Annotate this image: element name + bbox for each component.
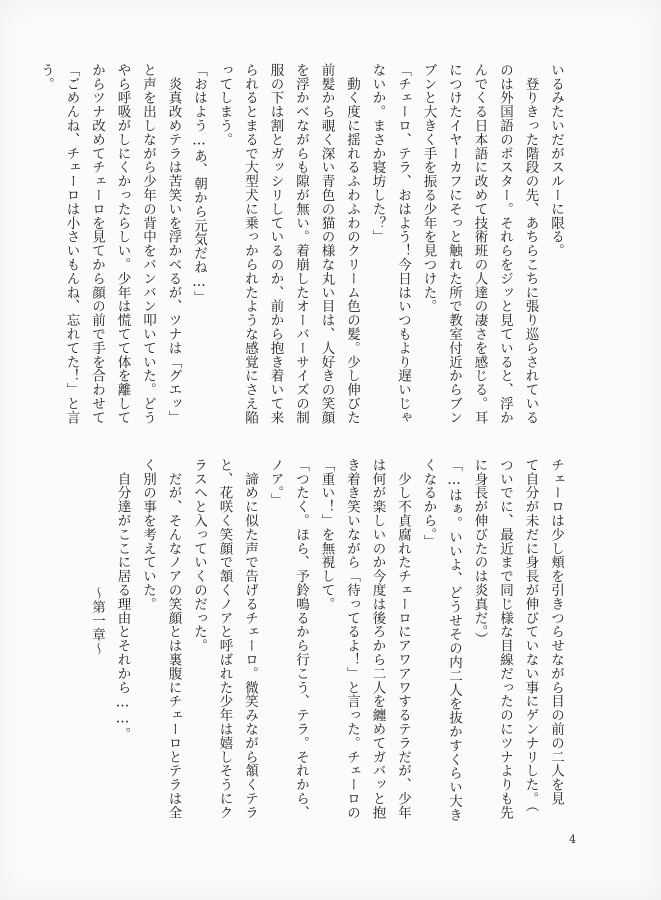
text-line: チェーロは少し頬を引きつらせながら目の前の二人を見 xyxy=(548,458,564,806)
text-line: 少し不貞腐れたチェーロにアワアワするテラだが、少年 xyxy=(395,458,411,820)
text-line: 「ごめんね、チェーロは小さいもんね、忘れてた！」と言 xyxy=(63,63,80,425)
upper-text-block xyxy=(38,63,568,435)
text-line: 炎真改めテラは苦笑いを浮かべるが、ツナは「グエッ」 xyxy=(165,63,182,425)
lower-text-block xyxy=(89,458,568,830)
text-line: く別の事を考えていた。 xyxy=(140,458,156,611)
text-line: ってしまう。 xyxy=(216,63,233,147)
text-line: 登りきった階段の先、あちらこちに張り巡らされている xyxy=(522,63,539,425)
text-line: 前髪から覗く深い青色の猫の様な丸い目は、人好きの笑顔 xyxy=(318,63,335,425)
text-line: ノア。」 xyxy=(267,458,284,507)
text-line: ついでに、最近まで同じ様な目線だったのにツナよりも先 xyxy=(497,458,513,820)
text-line: と声を出しながら少年の背中をバンバン叩いていた。どう xyxy=(140,63,156,425)
text-line: 諦めに似た声で告げるチェーロ。微笑みながら頷くテラ xyxy=(242,458,258,820)
text-line: 服の下は割とガッシリしているのか、前から抱き着いて来 xyxy=(267,63,284,425)
text-line: は何が楽しいのか今度は後ろから二人を纏めてガバッと抱 xyxy=(369,458,386,820)
text-line: に身長が伸びたのは炎真だ。） xyxy=(471,458,488,646)
text-line: 自分達がここに居る理由とそれから……。 xyxy=(114,458,131,741)
text-line: からツナ改めてチェーロを見てから顔の前で手を合わせて xyxy=(89,63,105,425)
text-line: につけたイヤーカフにそっと触れた所で教室付近からブン xyxy=(446,63,462,425)
text-line: ないか。まさか寝坊した？」 xyxy=(369,63,386,244)
text-line: られるとまるで大型犬に乗っかられたような感覚にさえ陥 xyxy=(242,63,258,425)
text-line: くなるから。」 xyxy=(420,458,437,549)
text-line: を浮かべながらも隙が無い。着崩したオーバーサイズの制 xyxy=(293,63,309,425)
text-line: いるみたいだがスルーに限る。 xyxy=(548,63,564,258)
text-line: う。 xyxy=(38,63,54,91)
text-line: んでくる日本語に改めて技術班の人達の凄さを感じる。耳 xyxy=(471,63,488,425)
page-number: 4 xyxy=(569,833,576,846)
text-line: ブンと大きく手を振る少年を見つけた。 xyxy=(420,63,437,314)
text-line: 「重い！」を無視して。 xyxy=(318,458,335,611)
text-line: ラスへと入っていくのだった。 xyxy=(191,458,207,653)
text-line: 動く度に揺れるふわふわのクリーム色の髪。少し伸びた xyxy=(344,63,360,425)
text-line: 「…はぁ。いいよ、どうせその内二人を抜かすくらい大き xyxy=(446,458,462,822)
chapter-heading: 〜第一章〜 xyxy=(89,586,105,656)
text-line: て自分が未だに身長が伸びていない事にゲンナリした。（ xyxy=(522,458,539,813)
text-line: 「チェーロ、テラ、おはよう！今日はいつもより遅いじゃ xyxy=(395,63,411,425)
text-line: 「おはよう…あ、朝から元気だね…」 xyxy=(191,63,207,305)
text-line: のは外国語のポスター。それらをジッと見ていると、浮か xyxy=(497,63,513,425)
text-line: き着き笑いながら「待ってるよ！」と言った。チェーロの xyxy=(344,458,360,820)
text-line: と、花咲く笑顔で頷くノアと呼ばれた少年は嬉しそうにク xyxy=(216,458,233,820)
text-line: だが、そんなノアの笑顔とは裏腹にチェーロとテラは全 xyxy=(165,458,182,820)
text-line: 「つたく。ほら、予鈴鳴るから行こう、テラ。それから、 xyxy=(293,458,309,820)
text-line: やら呼吸がしにくかったらしい。少年は慌てて体を離して xyxy=(114,63,131,425)
